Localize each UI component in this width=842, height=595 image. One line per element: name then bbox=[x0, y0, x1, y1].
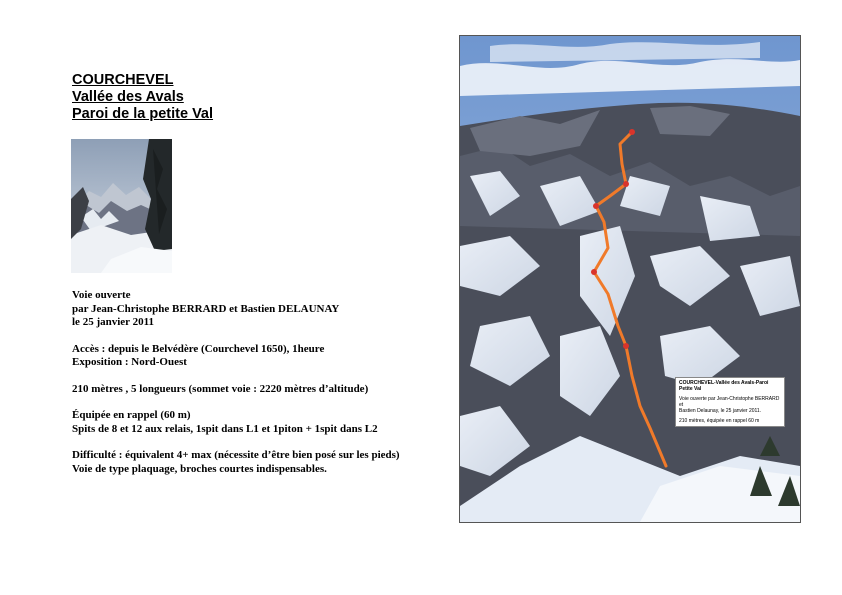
opened-date: le 25 janvier 2011 bbox=[72, 316, 154, 328]
page-heading bbox=[72, 72, 213, 123]
opened-label: Voie ouverte bbox=[72, 289, 131, 301]
caption-line-1: Voie ouverte par Jean-Christophe BERRARD et bbox=[679, 396, 780, 408]
route-type-info: Voie de type plaquage, broches courtes indispensables. bbox=[72, 462, 327, 475]
difficulty-info: Difficulté : équivalent 4+ max (nécessite d’être bien posé sur les pieds) bbox=[72, 449, 400, 461]
valley-thumbnail-photo bbox=[71, 139, 172, 273]
heading-wall: Paroi de la petite Val bbox=[72, 106, 214, 122]
heading-resort: COURCHEVEL bbox=[72, 72, 174, 88]
heading-valley: Vallée des Avals bbox=[72, 89, 184, 105]
opened-by: par Jean-Christophe BERRARD et Bastien DELAUNAY bbox=[72, 302, 340, 315]
topo-caption-box bbox=[675, 377, 785, 427]
length-info: 210 mètres , 5 longueurs (sommet voie : 2220 mètres d’altitude) bbox=[72, 382, 369, 395]
bolts-info: Spits de 8 et 12 aux relais, 1spit dans L1 et 1piton + 1spit dans L2 bbox=[72, 422, 378, 435]
caption-line-3: 210 mètres, équipée en rappel 60 m bbox=[679, 418, 760, 424]
route-topo-photo bbox=[459, 35, 801, 523]
exposure-info: Exposition : Nord-Ouest bbox=[72, 356, 187, 368]
caption-title: COURCHEVEL-Vallée des Avals-Paroi Petite Val bbox=[679, 380, 769, 392]
caption-line-2: Bastien Delaunay, le 25 janvier 2011. bbox=[679, 408, 762, 414]
access-info: Accès : depuis le Belvédère (Courchevel 1650), 1heure bbox=[72, 342, 325, 355]
route-description bbox=[72, 289, 400, 476]
equipment-info: Équipée en rappel (60 m) bbox=[72, 409, 191, 421]
